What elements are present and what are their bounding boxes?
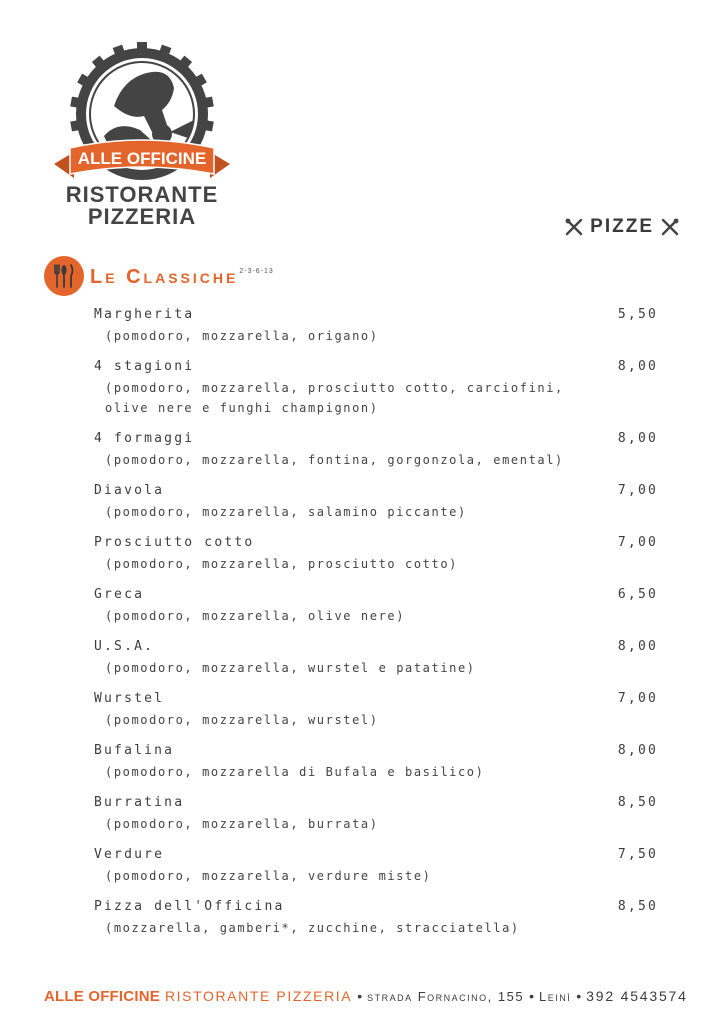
menu-item-description: (pomodoro, mozzarella, wurstel): [105, 713, 379, 727]
menu-item-price: 8,00: [617, 639, 658, 654]
allergen-codes: 2-3-6-13: [239, 268, 274, 275]
subsection-title: Le Classiche: [90, 266, 239, 288]
menu-item: [94, 480, 658, 532]
menu-item-description: (pomodoro, mozzarella, salamino piccante): [105, 505, 467, 519]
menu-item-name: Burratina: [94, 795, 185, 810]
footer-brand-subtitle: RISTORANTE PIZZERIA: [164, 988, 353, 1004]
menu-item-row: [94, 636, 658, 658]
menu-item-price: 8,50: [617, 795, 658, 810]
menu-item: [94, 896, 658, 948]
menu-item-row: [94, 428, 658, 450]
menu-item: [94, 428, 658, 480]
footer-city: Leinì: [539, 989, 572, 1004]
menu-item: [94, 532, 658, 584]
menu-item-row: [94, 356, 658, 378]
menu-item-name: 4 stagioni: [94, 359, 195, 374]
menu-item-row: [94, 480, 658, 502]
footer-separator: •: [357, 988, 363, 1004]
menu-item: [94, 740, 658, 792]
menu-list: [94, 304, 658, 948]
menu-item-description: (pomodoro, mozzarella, prosciutto cotto, carciofini, olive nere e funghi champignon): [105, 381, 564, 415]
menu-item-description: (pomodoro, mozzarella, wurstel e patatine): [105, 661, 476, 675]
footer-address: strada Fornacino, 155: [367, 989, 525, 1004]
cutlery-icon: [44, 256, 84, 296]
menu-item-name: Wurstel: [94, 691, 165, 706]
menu-item-price: 7,00: [617, 535, 658, 550]
section-title: [564, 216, 680, 238]
restaurant-logo: [44, 36, 240, 236]
menu-item-description: (pomodoro, mozzarella, burrata): [105, 817, 379, 831]
menu-item-description: (mozzarella, gamberi*, zucchine, stracciatella): [105, 921, 520, 935]
crossed-cutlery-icon: [660, 217, 680, 237]
menu-item-name: Prosciutto cotto: [94, 535, 255, 550]
menu-item-price: 8,50: [617, 899, 658, 914]
menu-item-name: Verdure: [94, 847, 165, 862]
menu-item-name: 4 formaggi: [94, 431, 195, 446]
footer-separator: •: [529, 988, 535, 1004]
menu-item-description: (pomodoro, mozzarella, verdure miste): [105, 869, 432, 883]
footer: [44, 988, 688, 1005]
menu-item-row: [94, 304, 658, 326]
menu-item-name: Bufalina: [94, 743, 175, 758]
menu-item-row: [94, 740, 658, 762]
menu-item-price: 7,00: [617, 483, 658, 498]
logo-line1: RISTORANTE: [65, 182, 219, 207]
menu-item-name: Diavola: [94, 483, 165, 498]
menu-item: [94, 584, 658, 636]
menu-item-row: [94, 532, 658, 554]
footer-phone: 392 4543574: [586, 988, 688, 1004]
menu-item-description: (pomodoro, mozzarella, fontina, gorgonzola, emental): [105, 453, 564, 467]
menu-item-description: (pomodoro, mozzarella, olive nere): [105, 609, 406, 623]
menu-item: [94, 792, 658, 844]
footer-separator: •: [576, 988, 582, 1004]
menu-item-description: (pomodoro, mozzarella, prosciutto cotto): [105, 557, 458, 571]
menu-item-description: (pomodoro, mozzarella, origano): [105, 329, 379, 343]
menu-item-price: 7,00: [617, 691, 658, 706]
menu-item-name: Pizza dell'Officina: [94, 899, 285, 914]
menu-item-price: 5,50: [617, 307, 658, 322]
menu-item: [94, 356, 658, 428]
menu-item-price: 8,00: [617, 431, 658, 446]
menu-item-row: [94, 688, 658, 710]
logo-banner-text: ALLE OFFICINE: [77, 149, 207, 168]
menu-item: [94, 304, 658, 356]
menu-item-row: [94, 896, 658, 918]
menu-item-price: 6,50: [617, 587, 658, 602]
menu-item: [94, 688, 658, 740]
menu-item-row: [94, 792, 658, 814]
menu-item-description: (pomodoro, mozzarella di Bufala e basilico): [105, 765, 485, 779]
menu-item-name: U.S.A.: [94, 639, 155, 654]
menu-item-price: 8,00: [617, 743, 658, 758]
menu-item-row: [94, 584, 658, 606]
menu-item-price: 8,00: [617, 359, 658, 374]
crossed-cutlery-icon: [564, 217, 584, 237]
footer-brand: ALLE OFFICINE: [44, 988, 160, 1005]
menu-item-name: Margherita: [94, 307, 195, 322]
subsection-header: [44, 256, 274, 296]
logo-line2: PIZZERIA: [87, 204, 197, 229]
menu-item: [94, 636, 658, 688]
section-title-text: PIZZE: [590, 216, 654, 237]
menu-item-price: 7,50: [617, 847, 658, 862]
menu-item-name: Greca: [94, 587, 145, 602]
menu-item: [94, 844, 658, 896]
menu-item-row: [94, 844, 658, 866]
